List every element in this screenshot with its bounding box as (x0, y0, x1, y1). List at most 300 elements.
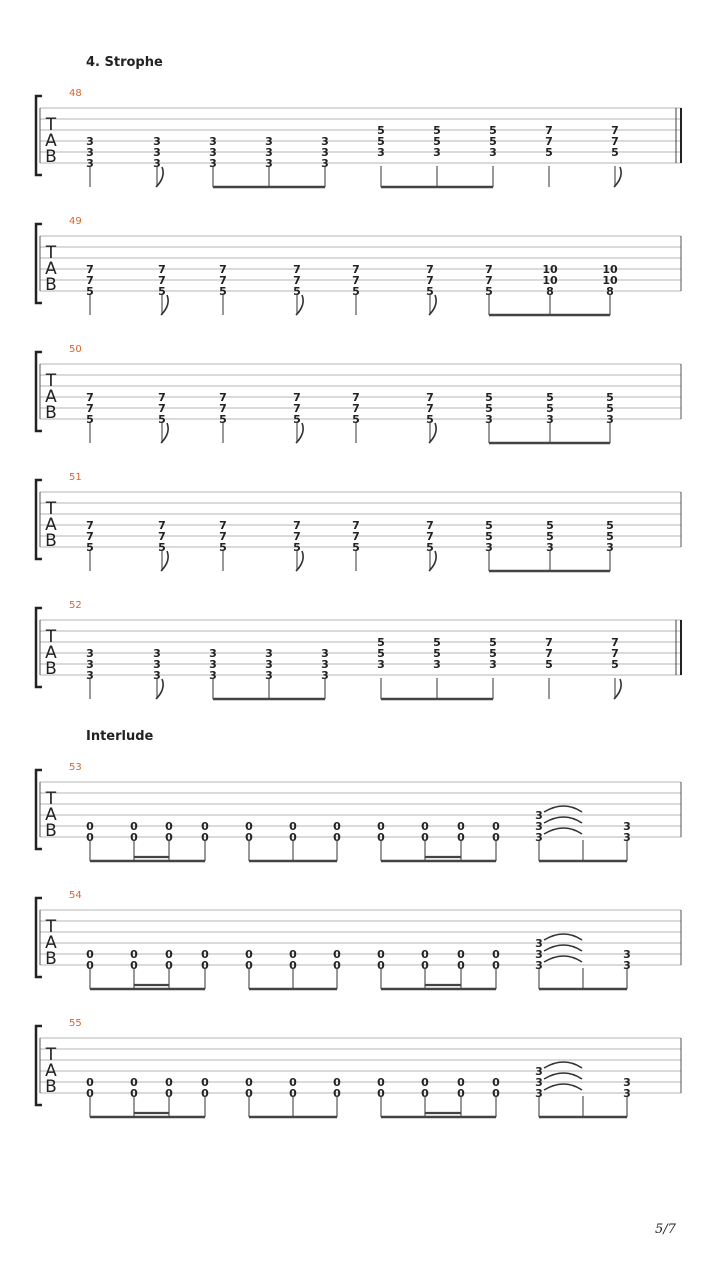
fret-number: 3 (623, 820, 631, 833)
tab-beat (86, 263, 94, 315)
fret-number: 10 (602, 263, 618, 276)
fret-number: 7 (219, 519, 227, 532)
fret-number: 7 (426, 391, 434, 404)
fret-number: 3 (86, 647, 94, 660)
fret-number: 5 (426, 285, 434, 298)
fret-number: 5 (606, 391, 614, 404)
fret-number: 0 (333, 948, 341, 961)
fret-number: 0 (130, 959, 138, 972)
fret-number: 3 (265, 157, 273, 170)
fret-number: 7 (426, 530, 434, 543)
fret-number: 7 (352, 519, 360, 532)
fret-number: 7 (158, 391, 166, 404)
fret-number: 5 (377, 135, 385, 148)
fret-number: 0 (333, 1087, 341, 1100)
fret-number: 0 (201, 959, 209, 972)
fret-number: 0 (333, 820, 341, 833)
fret-number: 5 (489, 135, 497, 148)
fret-number: 7 (86, 402, 94, 415)
tab-beat (535, 934, 582, 989)
fret-number: 0 (457, 831, 465, 844)
tab-beat (546, 519, 554, 571)
fret-number: 0 (457, 948, 465, 961)
tab-beat (623, 820, 631, 861)
fret-number: 0 (457, 959, 465, 972)
tab-beat (86, 135, 94, 187)
fret-number: 5 (606, 519, 614, 532)
tab-system-51 (36, 472, 681, 571)
fret-number: 8 (546, 285, 554, 298)
tab-beat (245, 948, 253, 989)
fret-number: 3 (546, 413, 554, 426)
fret-number: 0 (130, 831, 138, 844)
fret-number: 0 (86, 820, 94, 833)
tie-arc (544, 934, 582, 940)
tie-arc (544, 828, 582, 834)
fret-number: 0 (421, 1076, 429, 1089)
fret-number: 3 (153, 146, 161, 159)
fret-number: 0 (377, 820, 385, 833)
fret-number: 5 (611, 658, 619, 671)
tab-beat (289, 820, 297, 861)
tab-beat (201, 948, 209, 989)
fret-number: 0 (492, 1076, 500, 1089)
fret-number: 0 (457, 820, 465, 833)
tab-beat (352, 519, 360, 571)
tab-beat (321, 135, 329, 187)
fret-number: 7 (611, 636, 619, 649)
fret-number: 0 (421, 820, 429, 833)
tab-clef-letter: A (45, 131, 57, 151)
fret-number: 3 (209, 669, 217, 682)
fret-number: 3 (209, 146, 217, 159)
fret-number: 0 (289, 820, 297, 833)
fret-number: 3 (433, 658, 441, 671)
fret-number: 0 (333, 1076, 341, 1089)
fret-number: 3 (535, 820, 543, 833)
tab-beat (201, 1076, 209, 1117)
tab-beat (130, 948, 138, 989)
tab-beat (623, 948, 631, 989)
fret-number: 5 (606, 402, 614, 415)
fret-number: 3 (433, 146, 441, 159)
measure-number: 51 (69, 472, 82, 483)
fret-number: 5 (158, 285, 166, 298)
fret-number: 7 (293, 530, 301, 543)
tab-beat (158, 391, 168, 443)
fret-number: 5 (219, 413, 227, 426)
tab-beat (606, 519, 614, 571)
fret-number: 0 (289, 959, 297, 972)
fret-number: 0 (289, 1076, 297, 1089)
tab-beat (219, 519, 227, 571)
fret-number: 0 (130, 948, 138, 961)
fret-number: 0 (165, 831, 173, 844)
fret-number: 3 (535, 1065, 543, 1078)
fret-number: 0 (86, 1076, 94, 1089)
section-title-interlude: Interlude (86, 729, 154, 744)
tab-clef-letter: A (45, 515, 57, 535)
fret-number: 3 (86, 135, 94, 148)
fret-number: 0 (201, 820, 209, 833)
fret-number: 5 (545, 146, 553, 159)
tab-system-55 (36, 1018, 681, 1117)
fret-number: 5 (546, 530, 554, 543)
tab-beat (492, 1076, 500, 1117)
fret-number: 7 (352, 263, 360, 276)
fret-number: 5 (489, 636, 497, 649)
fret-number: 10 (542, 263, 558, 276)
fret-number: 0 (377, 959, 385, 972)
fret-number: 3 (485, 413, 493, 426)
fret-number: 3 (153, 647, 161, 660)
fret-number: 3 (535, 1076, 543, 1089)
tab-beat (289, 948, 297, 989)
fret-number: 5 (546, 519, 554, 532)
tab-system-52 (36, 600, 681, 699)
fret-number: 3 (153, 157, 161, 170)
tab-clef-letter: B (45, 403, 57, 423)
fret-number: 7 (485, 274, 493, 287)
tab-system-54 (36, 890, 681, 989)
fret-number: 0 (165, 820, 173, 833)
fret-number: 3 (535, 948, 543, 961)
tab-clef-letter: T (45, 917, 57, 937)
fret-number: 7 (158, 402, 166, 415)
tab-clef-letter: T (45, 115, 57, 135)
tab-clef-letter: B (45, 147, 57, 167)
fret-number: 7 (219, 274, 227, 287)
tab-beat (209, 135, 217, 187)
fret-number: 7 (158, 519, 166, 532)
tab-beat (86, 647, 94, 699)
tab-beat (293, 519, 303, 571)
fret-number: 10 (602, 274, 618, 287)
fret-number: 5 (485, 530, 493, 543)
fret-number: 3 (265, 658, 273, 671)
tab-beat (623, 1076, 631, 1117)
fret-number: 0 (377, 948, 385, 961)
fret-number: 3 (623, 959, 631, 972)
tab-beat (293, 263, 303, 315)
fret-number: 0 (421, 959, 429, 972)
fret-number: 7 (86, 263, 94, 276)
tab-beat (485, 263, 493, 315)
fret-number: 0 (492, 959, 500, 972)
tab-beat (165, 948, 173, 989)
tab-beat (535, 1062, 582, 1117)
fret-number: 0 (289, 831, 297, 844)
tab-beat (245, 1076, 253, 1117)
measure-number: 49 (69, 216, 82, 227)
tab-clef-letter: B (45, 531, 57, 551)
tab-beat (158, 519, 168, 571)
fret-number: 3 (623, 831, 631, 844)
tie-arc (544, 1073, 582, 1079)
tab-beat (489, 636, 497, 699)
fret-number: 0 (130, 1087, 138, 1100)
tab-beat (426, 391, 436, 443)
fret-number: 3 (209, 647, 217, 660)
tab-beat (457, 948, 465, 989)
section-title-strophe: 4. Strophe (86, 55, 163, 70)
measure-number: 52 (69, 600, 82, 611)
fret-number: 3 (321, 669, 329, 682)
fret-number: 5 (433, 135, 441, 148)
tie-arc (544, 956, 582, 962)
fret-number: 7 (545, 636, 553, 649)
fret-number: 0 (377, 1076, 385, 1089)
fret-number: 0 (201, 948, 209, 961)
fret-number: 7 (426, 402, 434, 415)
fret-number: 0 (245, 1076, 253, 1089)
tie-arc (544, 817, 582, 823)
page-number: 5/7 (655, 1222, 676, 1237)
tab-beat (86, 519, 94, 571)
tab-beat (602, 263, 618, 315)
tab-beat (546, 391, 554, 443)
fret-number: 5 (485, 519, 493, 532)
fret-number: 5 (352, 285, 360, 298)
fret-number: 3 (321, 157, 329, 170)
tab-clef-letter: A (45, 805, 57, 825)
fret-number: 5 (606, 530, 614, 543)
tab-clef-letter: A (45, 643, 57, 663)
fret-number: 0 (245, 820, 253, 833)
fret-number: 7 (219, 530, 227, 543)
fret-number: 0 (245, 1087, 253, 1100)
tab-beat (333, 1076, 341, 1117)
fret-number: 7 (86, 274, 94, 287)
fret-number: 0 (201, 1087, 209, 1100)
tab-clef-letter: B (45, 949, 57, 969)
fret-number: 3 (209, 135, 217, 148)
fret-number: 7 (158, 263, 166, 276)
fret-number: 5 (426, 541, 434, 554)
tab-beat (426, 263, 436, 315)
fret-number: 5 (485, 391, 493, 404)
fret-number: 7 (426, 519, 434, 532)
tab-beat (321, 647, 329, 699)
tab-beat (457, 820, 465, 861)
fret-number: 5 (489, 647, 497, 660)
fret-number: 7 (426, 263, 434, 276)
tie-arc (544, 1084, 582, 1090)
fret-number: 5 (545, 658, 553, 671)
fret-number: 3 (321, 647, 329, 660)
tab-beat (433, 124, 441, 187)
tab-beat (606, 391, 614, 443)
fret-number: 7 (293, 391, 301, 404)
fret-number: 0 (201, 831, 209, 844)
fret-number: 5 (158, 541, 166, 554)
fret-number: 0 (333, 959, 341, 972)
fret-number: 3 (623, 1076, 631, 1089)
tab-beat (611, 636, 621, 699)
tab-beat (165, 1076, 173, 1117)
fret-number: 0 (492, 1087, 500, 1100)
tab-beat (492, 948, 500, 989)
fret-number: 0 (333, 831, 341, 844)
fret-number: 8 (606, 285, 614, 298)
fret-number: 7 (158, 530, 166, 543)
tab-beat (289, 1076, 297, 1117)
fret-number: 7 (352, 530, 360, 543)
fret-number: 3 (535, 959, 543, 972)
tab-beat (333, 820, 341, 861)
tab-beat (153, 647, 163, 699)
fret-number: 7 (352, 274, 360, 287)
fret-number: 7 (86, 530, 94, 543)
tab-beat (485, 391, 493, 443)
fret-number: 5 (611, 146, 619, 159)
tab-beat (153, 135, 163, 187)
tab-clef-letter: A (45, 387, 57, 407)
fret-number: 0 (245, 948, 253, 961)
fret-number: 5 (86, 413, 94, 426)
measure-number: 48 (69, 88, 82, 99)
tab-beat (86, 820, 94, 861)
fret-number: 3 (606, 541, 614, 554)
tab-beat (86, 948, 94, 989)
fret-number: 0 (421, 831, 429, 844)
tab-beat (545, 636, 553, 699)
fret-number: 3 (489, 146, 497, 159)
fret-number: 0 (201, 1076, 209, 1089)
fret-number: 3 (153, 658, 161, 671)
tab-beat (209, 647, 217, 699)
tab-beat (130, 820, 138, 861)
fret-number: 5 (485, 285, 493, 298)
tab-beat (158, 263, 168, 315)
fret-number: 3 (535, 937, 543, 950)
fret-number: 5 (377, 636, 385, 649)
fret-number: 3 (209, 658, 217, 671)
tab-beat (421, 948, 429, 989)
tab-beat (165, 820, 173, 861)
tab-system-53 (36, 762, 681, 861)
tab-beat (293, 391, 303, 443)
fret-number: 0 (377, 1087, 385, 1100)
fret-number: 0 (289, 1087, 297, 1100)
tab-beat (377, 1076, 385, 1117)
tab-clef-letter: B (45, 659, 57, 679)
tab-clef-letter: T (45, 1045, 57, 1065)
tab-system-49 (36, 216, 681, 315)
fret-number: 5 (86, 541, 94, 554)
fret-number: 0 (245, 959, 253, 972)
tab-clef-letter: T (45, 371, 57, 391)
fret-number: 5 (433, 636, 441, 649)
fret-number: 0 (421, 1087, 429, 1100)
fret-number: 5 (352, 413, 360, 426)
measure-number: 50 (69, 344, 82, 355)
fret-number: 5 (86, 285, 94, 298)
fret-number: 7 (86, 391, 94, 404)
tie-arc (544, 1062, 582, 1068)
fret-number: 3 (377, 146, 385, 159)
fret-number: 0 (492, 820, 500, 833)
tab-beat (421, 820, 429, 861)
tab-beat (219, 263, 227, 315)
tab-beat (485, 519, 493, 571)
fret-number: 7 (293, 402, 301, 415)
tab-clef-letter: T (45, 789, 57, 809)
fret-number: 7 (158, 274, 166, 287)
tab-beat (545, 124, 553, 187)
fret-number: 7 (611, 135, 619, 148)
fret-number: 3 (153, 669, 161, 682)
fret-number: 0 (165, 948, 173, 961)
fret-number: 7 (86, 519, 94, 532)
tab-clef-letter: T (45, 627, 57, 647)
fret-number: 3 (86, 658, 94, 671)
fret-number: 3 (321, 658, 329, 671)
tab-beat (377, 124, 385, 187)
fret-number: 3 (606, 413, 614, 426)
tab-beat (611, 124, 621, 187)
fret-number: 7 (485, 263, 493, 276)
tab-beat (421, 1076, 429, 1117)
fret-number: 0 (130, 1076, 138, 1089)
tab-beat (265, 135, 273, 187)
fret-number: 0 (86, 831, 94, 844)
fret-number: 7 (545, 647, 553, 660)
fret-number: 0 (457, 1087, 465, 1100)
tab-beat (86, 391, 94, 443)
fret-number: 3 (535, 1087, 543, 1100)
tab-beat (352, 391, 360, 443)
fret-number: 7 (611, 647, 619, 660)
fret-number: 3 (321, 135, 329, 148)
tab-beat (535, 806, 582, 861)
fret-number: 5 (377, 647, 385, 660)
fret-number: 3 (485, 541, 493, 554)
fret-number: 0 (165, 1087, 173, 1100)
tab-beat (433, 636, 441, 699)
tab-clef-letter: A (45, 1061, 57, 1081)
fret-number: 0 (377, 831, 385, 844)
fret-number: 5 (433, 647, 441, 660)
tab-beat (333, 948, 341, 989)
fret-number: 7 (293, 519, 301, 532)
fret-number: 7 (545, 135, 553, 148)
fret-number: 5 (158, 413, 166, 426)
tab-clef-letter: B (45, 821, 57, 841)
fret-number: 5 (219, 285, 227, 298)
fret-number: 5 (433, 124, 441, 137)
fret-number: 0 (289, 948, 297, 961)
fret-number: 5 (219, 541, 227, 554)
fret-number: 3 (535, 831, 543, 844)
fret-number: 5 (546, 391, 554, 404)
fret-number: 5 (489, 124, 497, 137)
fret-number: 0 (421, 948, 429, 961)
tie-arc (544, 945, 582, 951)
fret-number: 3 (489, 658, 497, 671)
fret-number: 0 (86, 959, 94, 972)
tab-beat (492, 820, 500, 861)
tab-clef-letter: B (45, 275, 57, 295)
fret-number: 3 (265, 146, 273, 159)
fret-number: 5 (293, 413, 301, 426)
fret-number: 5 (293, 285, 301, 298)
tab-beat (377, 948, 385, 989)
tab-system-50 (36, 344, 681, 443)
fret-number: 7 (426, 274, 434, 287)
tab-beat (265, 647, 273, 699)
tab-beat (201, 820, 209, 861)
